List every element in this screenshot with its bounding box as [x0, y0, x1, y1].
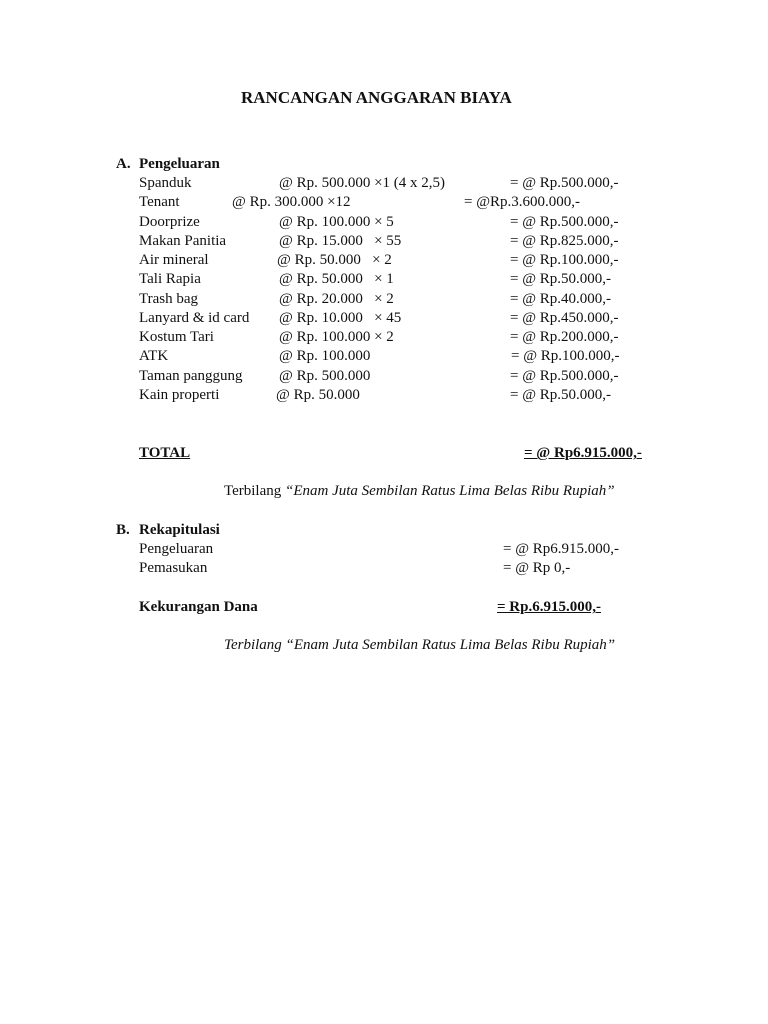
- section-a-marker: A.: [116, 156, 131, 172]
- expense-item-calc: @ Rp. 50.000 × 2: [277, 252, 392, 268]
- expense-item-calc: @ Rp. 100.000 × 2: [279, 329, 394, 345]
- expense-item-name: Spanduk: [139, 175, 192, 191]
- expense-item-name: Tali Rapia: [139, 271, 201, 287]
- section-a-heading: Pengeluaran: [139, 156, 220, 172]
- expense-item-name: Lanyard & id card: [139, 310, 250, 326]
- expense-item-amount: = @ Rp.50.000,-: [510, 271, 612, 287]
- recap-row-amount: = @ Rp6.915.000,-: [503, 541, 620, 557]
- expense-item-calc: @ Rp. 10.000 × 45: [279, 310, 402, 326]
- expense-item-amount: = @ Rp.50.000,-: [510, 387, 612, 403]
- recap-row-name: Pemasukan: [139, 560, 208, 576]
- expense-item-amount: = @ Rp.500.000,-: [510, 368, 619, 384]
- expense-item-amount: = @Rp.3.600.000,-: [464, 194, 581, 210]
- expense-item-name: Tenant: [139, 194, 180, 210]
- total-label: TOTAL: [139, 445, 191, 461]
- expense-item-calc: @ Rp. 50.000 × 1: [279, 271, 394, 287]
- terbilang-a: [224, 482, 615, 500]
- deficit-label: Kekurangan Dana: [139, 599, 258, 615]
- expense-item-amount: = @ Rp.500.000,-: [510, 214, 619, 230]
- expense-item-amount: = @ Rp.200.000,-: [510, 329, 619, 345]
- expense-item-calc: @ Rp. 100.000 × 5: [279, 214, 394, 230]
- expense-item-amount: = @ Rp.100.000,-: [511, 348, 620, 364]
- recap-row-name: Pengeluaran: [139, 541, 214, 557]
- expense-item-calc: @ Rp. 500.000: [279, 368, 371, 384]
- section-b-heading: Rekapitulasi: [139, 522, 220, 538]
- expense-item-name: Air mineral: [139, 252, 209, 268]
- expense-item-amount: = @ Rp.100.000,-: [510, 252, 619, 268]
- terbilang-a-text: “Enam Juta Sembilan Ratus Lima Belas Ribu Rupiah”: [285, 483, 615, 499]
- terbilang-a-prefix: Terbilang: [224, 483, 286, 499]
- expense-item-calc: @ Rp. 20.000 × 2: [279, 291, 394, 307]
- deficit-value: = Rp.6.915.000,-: [497, 599, 601, 615]
- terbilang-b: Terbilang “Enam Juta Sembilan Ratus Lima Belas Ribu Rupiah”: [224, 637, 616, 653]
- expense-item-calc: @ Rp. 15.000 × 55: [279, 233, 402, 249]
- expense-item-name: Doorprize: [139, 214, 200, 230]
- expense-item-amount: = @ Rp.450.000,-: [510, 310, 619, 326]
- expense-item-amount: = @ Rp.500.000,-: [510, 175, 619, 191]
- expense-item-name: Makan Panitia: [139, 233, 227, 249]
- total-value: = @ Rp6.915.000,-: [524, 445, 642, 461]
- expense-item-amount: = @ Rp.40.000,-: [510, 291, 612, 307]
- expense-item-name: ATK: [139, 348, 169, 364]
- recap-row-amount: = @ Rp 0,-: [503, 560, 571, 576]
- expense-item-name: Taman panggung: [139, 368, 243, 384]
- expense-item-calc: @ Rp. 500.000 ×1 (4 x 2,5): [279, 175, 446, 191]
- section-b-marker: B.: [116, 522, 130, 538]
- expense-item-name: Kostum Tari: [139, 329, 214, 345]
- expense-item-calc: @ Rp. 300.000 ×12: [232, 194, 351, 210]
- expense-item-calc: @ Rp. 100.000: [279, 348, 371, 364]
- expense-item-amount: = @ Rp.825.000,-: [510, 233, 619, 249]
- expense-item-name: Trash bag: [139, 291, 199, 307]
- expense-item-calc: @ Rp. 50.000: [276, 387, 360, 403]
- expense-item-name: Kain properti: [139, 387, 220, 403]
- page-title: RANCANGAN ANGGARAN BIAYA: [241, 88, 512, 107]
